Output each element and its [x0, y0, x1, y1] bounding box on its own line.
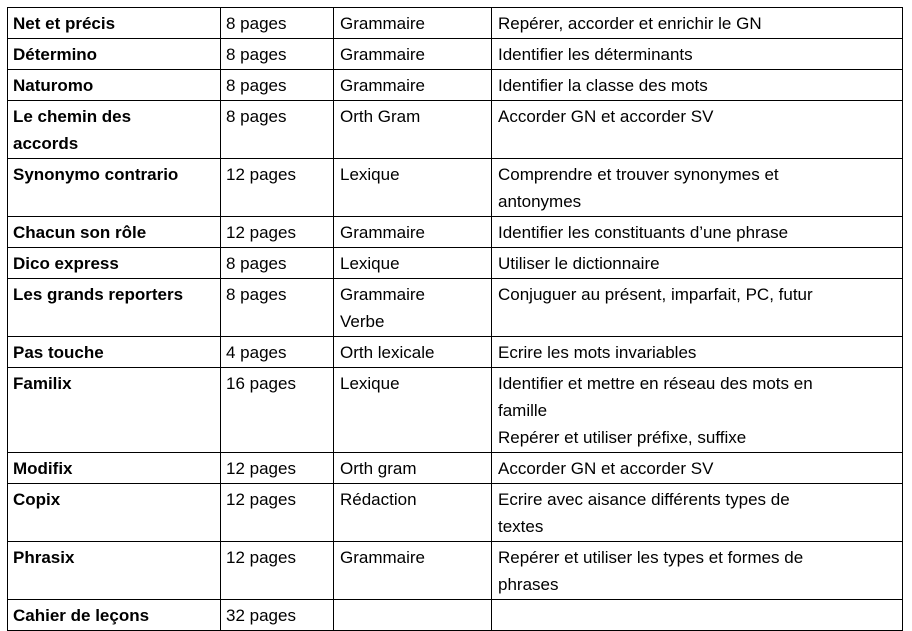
table-row: [8, 8, 903, 39]
booklet-name-cell: [8, 39, 221, 70]
table-row: [8, 159, 903, 217]
table-row: [8, 542, 903, 600]
objective-cell-line: Identifier et mettre en réseau des mots en: [498, 374, 813, 393]
booklet-name-cell: [8, 217, 221, 248]
objective-cell: [492, 337, 903, 368]
objective-cell-line: Comprendre et trouver synonymes et: [498, 165, 779, 184]
objective-cell-line: Utiliser le dictionnaire: [498, 254, 660, 273]
booklet-name-cell-line: Dico express: [13, 254, 119, 273]
booklet-name-cell: [8, 542, 221, 600]
objective-cell: [492, 279, 903, 337]
objective-cell: [492, 8, 903, 39]
objective-cell-line: antonymes: [498, 192, 582, 211]
domain-cell-line: Grammaire: [340, 45, 426, 64]
page-count-cell: 32 pages: [221, 600, 334, 631]
table-row: [8, 484, 903, 542]
objective-cell-line: Repérer et utiliser les types et formes de: [498, 548, 804, 567]
table-row: [8, 337, 903, 368]
table-row: [8, 279, 903, 337]
table-row: [8, 101, 903, 159]
page-count-cell: 8 pages: [221, 8, 334, 39]
domain-cell: [334, 39, 492, 70]
page-count-cell: 8 pages: [221, 248, 334, 279]
domain-cell-line: Orth gram: [340, 459, 417, 478]
booklet-name-cell-line: Le chemin des: [13, 107, 132, 126]
objective-cell-line: Identifier les déterminants: [498, 45, 693, 64]
booklet-name-cell-line: Détermino: [13, 45, 98, 64]
domain-cell-line: Lexique: [340, 374, 400, 393]
table-row: [8, 70, 903, 101]
domain-cell-line: Orth Gram: [340, 107, 421, 126]
booklet-name-cell: [8, 368, 221, 453]
domain-cell-line: Lexique: [340, 254, 400, 273]
objective-cell-line: phrases: [498, 575, 559, 594]
booklet-name-cell: [8, 101, 221, 159]
booklet-name-cell: [8, 248, 221, 279]
objective-cell-line: Repérer, accorder et enrichir le GN: [498, 14, 762, 33]
objective-cell: [492, 217, 903, 248]
booklet-name-cell: [8, 159, 221, 217]
page-count-cell: 16 pages: [221, 368, 334, 453]
domain-cell-line: Lexique: [340, 165, 400, 184]
page-count-cell: 8 pages: [221, 101, 334, 159]
booklet-table-body: [8, 8, 903, 631]
booklet-name-cell-line: Cahier de leçons: [13, 606, 150, 625]
domain-cell: [334, 101, 492, 159]
page-count-cell: 8 pages: [221, 70, 334, 101]
page-count-cell: 8 pages: [221, 39, 334, 70]
booklet-name-cell-line: Pas touche: [13, 343, 104, 362]
domain-cell: [334, 70, 492, 101]
page-count-cell: 12 pages: [221, 159, 334, 217]
objective-cell-line: Identifier la classe des mots: [498, 76, 708, 95]
objective-cell: [492, 453, 903, 484]
booklet-name-cell-line: Net et précis: [13, 14, 116, 33]
objective-cell-line: Accorder GN et accorder SV: [498, 459, 714, 478]
booklet-name-cell-line: Modifix: [13, 459, 73, 478]
domain-cell-line: Grammaire: [340, 548, 426, 567]
booklet-name-cell-line: Les grands reporters: [13, 285, 184, 304]
objective-cell-line: famille: [498, 401, 548, 420]
page-count-cell: 12 pages: [221, 542, 334, 600]
objective-cell: [492, 101, 903, 159]
objective-cell-line: Ecrire avec aisance différents types de: [498, 490, 790, 509]
domain-cell-line: Verbe: [340, 312, 385, 331]
domain-cell-line: Grammaire: [340, 285, 426, 304]
domain-cell: [334, 368, 492, 453]
objective-cell: [492, 39, 903, 70]
domain-cell: [334, 542, 492, 600]
domain-cell: [334, 484, 492, 542]
domain-cell: [334, 159, 492, 217]
table-row: [8, 39, 903, 70]
table-row: [8, 217, 903, 248]
domain-cell-line: Grammaire: [340, 223, 426, 242]
domain-cell-line: Grammaire: [340, 14, 426, 33]
objective-cell-line: Ecrire les mots invariables: [498, 343, 697, 362]
objective-cell-line: Conjuguer au présent, imparfait, PC, futur: [498, 285, 813, 304]
objective-cell: [492, 159, 903, 217]
objective-cell: [492, 484, 903, 542]
booklet-name-cell-line: Synonymo contrario: [13, 165, 179, 184]
page-count-cell: 4 pages: [221, 337, 334, 368]
objective-cell: [492, 542, 903, 600]
page-count-cell: 12 pages: [221, 217, 334, 248]
objective-cell: [492, 368, 903, 453]
booklet-name-cell-line: accords: [13, 134, 79, 153]
booklet-name-cell: [8, 453, 221, 484]
page-count-cell: 8 pages: [221, 279, 334, 337]
table-row: [8, 368, 903, 453]
domain-cell: [334, 453, 492, 484]
objective-cell-line: textes: [498, 517, 544, 536]
booklet-name-cell: [8, 484, 221, 542]
domain-cell: [334, 248, 492, 279]
domain-cell: [334, 217, 492, 248]
objective-cell-line: Repérer et utiliser préfixe, suffixe: [498, 428, 747, 447]
booklet-name-cell-line: Familix: [13, 374, 72, 393]
booklet-name-cell: [8, 8, 221, 39]
domain-cell-line: Orth lexicale: [340, 343, 435, 362]
booklet-name-cell: [8, 279, 221, 337]
objective-cell: [492, 248, 903, 279]
booklet-name-cell-line: Phrasix: [13, 548, 75, 567]
booklet-name-cell: [8, 337, 221, 368]
booklet-table-container: [7, 7, 903, 631]
page-count-cell: 12 pages: [221, 453, 334, 484]
domain-cell: [334, 600, 492, 631]
booklet-name-cell-line: Copix: [13, 490, 61, 509]
booklet-name-cell-line: Chacun son rôle: [13, 223, 147, 242]
objective-cell: [492, 600, 903, 631]
table-row: [8, 453, 903, 484]
table-row: [8, 600, 903, 631]
domain-cell: [334, 279, 492, 337]
objective-cell: [492, 70, 903, 101]
objective-cell-line: Identifier les constituants d’une phrase: [498, 223, 789, 242]
domain-cell: [334, 8, 492, 39]
booklet-name-cell-line: Naturomo: [13, 76, 94, 95]
page-count-cell: 12 pages: [221, 484, 334, 542]
domain-cell-line: Grammaire: [340, 76, 426, 95]
booklet-name-cell: [8, 600, 221, 631]
domain-cell: [334, 337, 492, 368]
table-row: [8, 248, 903, 279]
booklet-name-cell: [8, 70, 221, 101]
objective-cell-line: Accorder GN et accorder SV: [498, 107, 714, 126]
domain-cell-line: Rédaction: [340, 490, 417, 509]
booklet-table: [7, 7, 903, 631]
